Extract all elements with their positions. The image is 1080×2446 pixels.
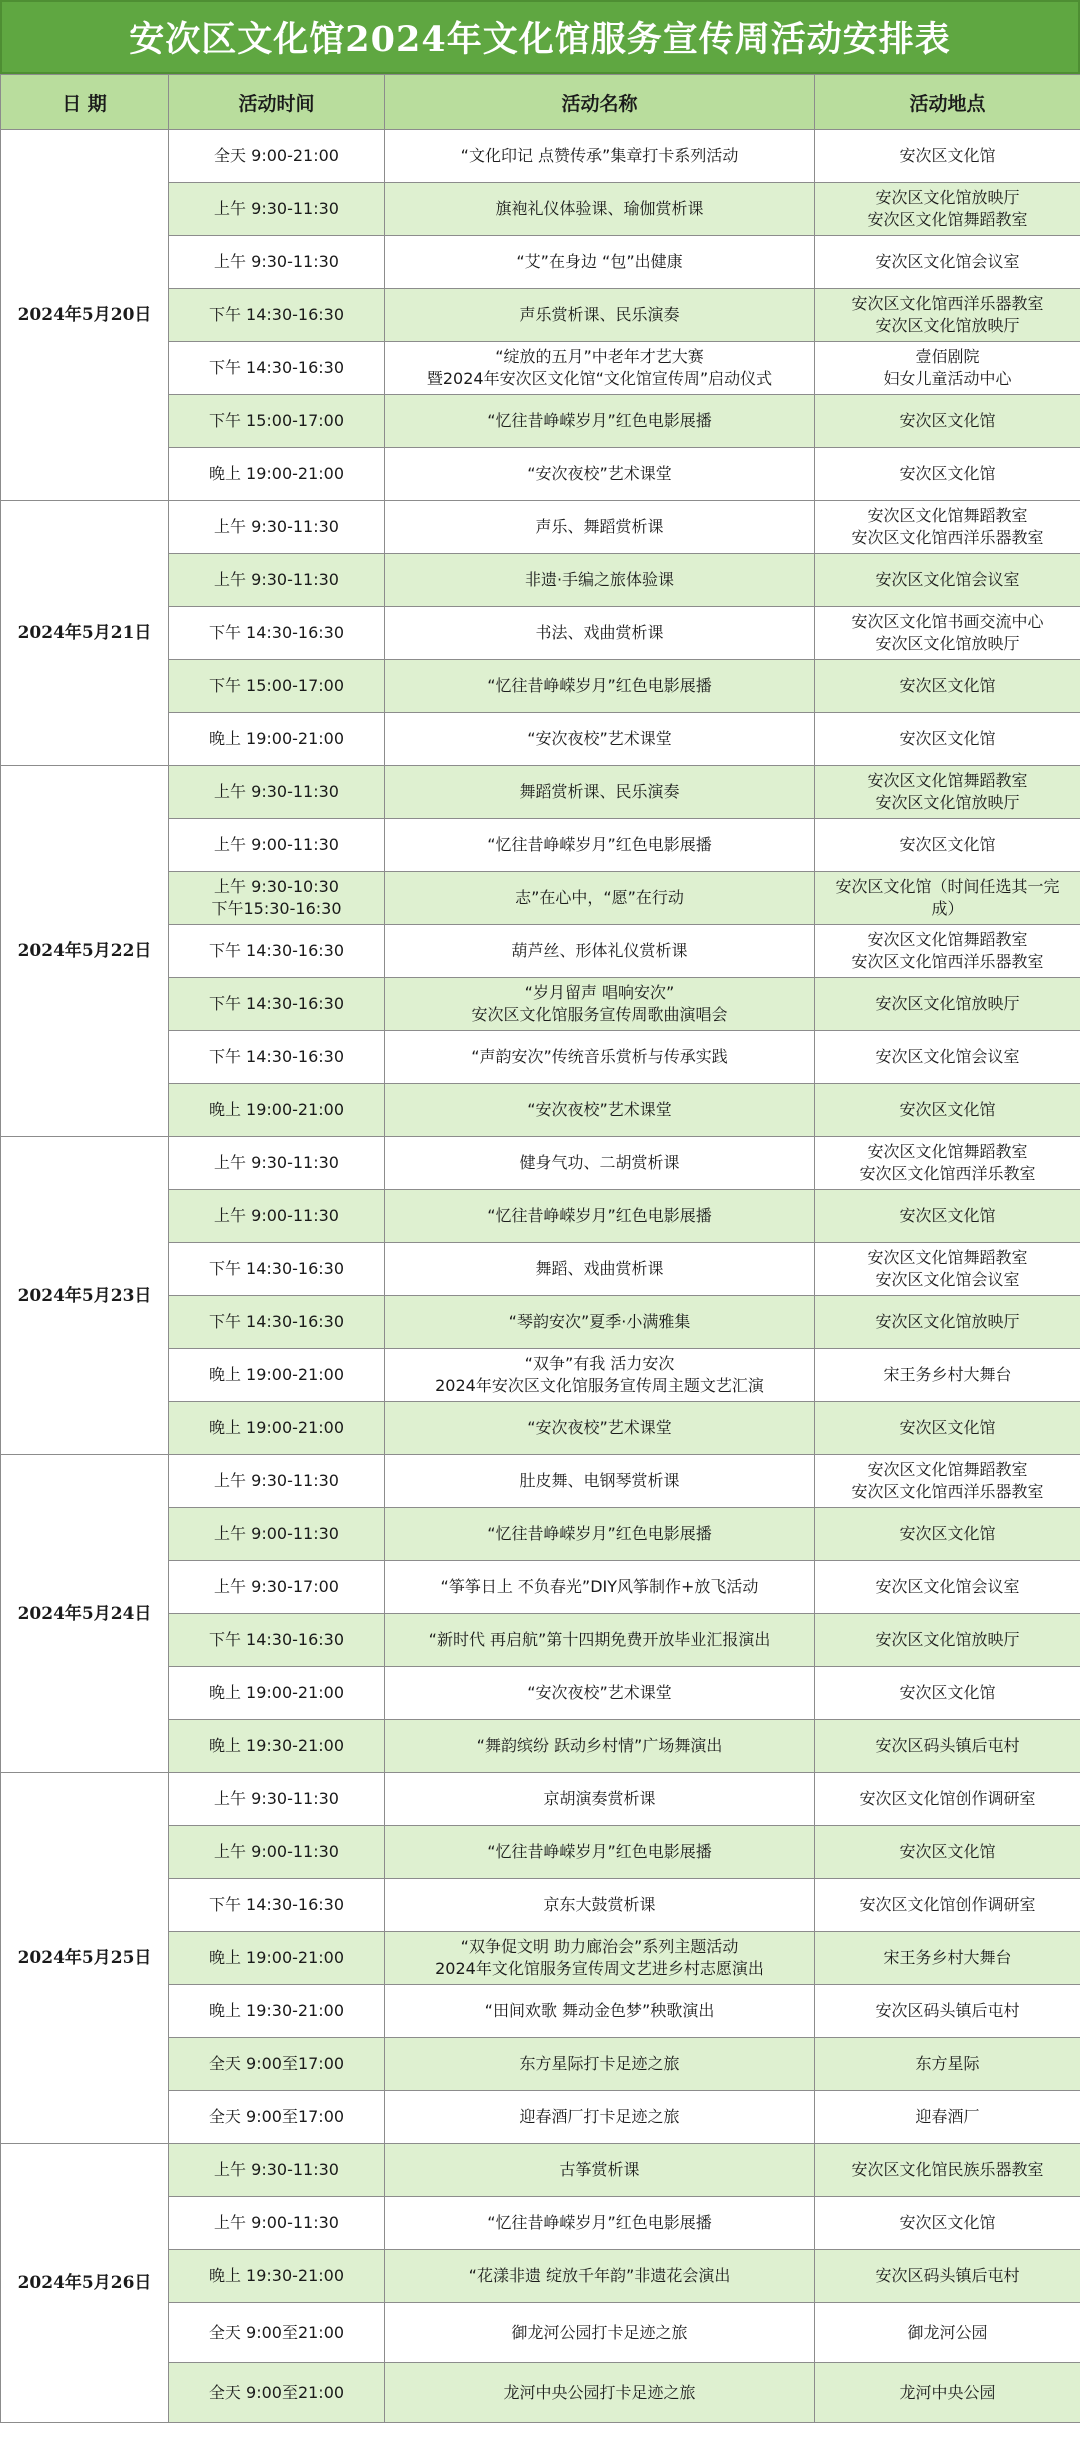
activity-name-cell [385,1879,815,1932]
activity-name-cell [385,2303,815,2363]
activity-name-cell [385,1985,815,2038]
activity-place-cell [815,1561,1080,1614]
activity-name-cell [385,1508,815,1561]
place-line: 安次区文化馆书画交流中心 [851,612,1044,631]
time-line: 上午 9:30-11:30 [214,1471,339,1490]
name-line: 旗袍礼仪体验课、瑜伽赏析课 [495,199,704,218]
activity-time-cell [169,1614,385,1667]
activity-time-cell [169,2038,385,2091]
activity-place-cell [815,448,1080,501]
name-line: 2024年文化馆服务宣传周文艺进乡村志愿演出 [435,1959,764,1978]
place-line: 安次区文化馆（时间任选其一完 [835,877,1060,896]
activity-name-cell [385,2197,815,2250]
place-line: 安次区文化馆会议室 [875,252,1020,271]
activity-time-cell [169,448,385,501]
activity-name-cell [385,1243,815,1296]
activity-time-cell [169,1084,385,1137]
activity-place-cell [815,1402,1080,1455]
time-line: 下午 14:30-16:30 [208,358,345,377]
time-line: 下午 14:30-16:30 [208,941,345,960]
time-line: 上午 9:00-11:30 [214,1524,339,1543]
table-row [1,766,1080,819]
activity-place-cell [815,1137,1080,1190]
activity-place-cell [815,1932,1080,1985]
activity-name-cell [385,1296,815,1349]
name-line: 舞蹈赏析课、民乐演奏 [519,782,680,801]
time-line: 晚上 19:30-21:00 [208,1736,345,1755]
activity-time-cell [169,2250,385,2303]
activity-name-cell [385,236,815,289]
time-line: 下午 14:30-16:30 [208,1312,345,1331]
activity-name-cell [385,1349,815,1402]
activity-name-cell [385,501,815,554]
name-line: 京东大鼓赏析课 [543,1895,656,1914]
name-line: “花漾非遗 绽放千年韵”非遗花会演出 [468,2266,731,2285]
name-line: 肚皮舞、电钢琴赏析课 [519,1471,680,1490]
place-line: 安次区码头镇后屯村 [875,2266,1020,2285]
activity-place-cell [815,2250,1080,2303]
activity-name-cell [385,1084,815,1137]
activity-place-cell [815,1243,1080,1296]
activity-time-cell [169,2091,385,2144]
place-line: 安次区文化馆 [899,1683,996,1702]
place-line: 安次区文化馆 [899,464,996,483]
activity-name-cell [385,1190,815,1243]
header-date: 日 期 [1,75,169,130]
place-line: 安次区文化馆 [899,676,996,695]
activity-time-cell [169,925,385,978]
table-row [1,2144,1080,2197]
time-line: 晚上 19:00-21:00 [208,464,345,483]
activity-name-cell [385,395,815,448]
activity-place-cell [815,660,1080,713]
activity-place-cell [815,554,1080,607]
place-line: 安次区文化馆民族乐器教室 [851,2160,1044,2179]
activity-time-cell [169,766,385,819]
activity-place-cell [815,766,1080,819]
name-line: “忆往昔峥嵘岁月”红色电影展播 [487,2213,712,2232]
activity-time-cell [169,501,385,554]
activity-time-cell [169,1031,385,1084]
activity-name-cell [385,1137,815,1190]
activity-name-cell [385,130,815,183]
time-line: 全天 9:00至21:00 [208,2382,345,2402]
activity-name-cell [385,2363,815,2423]
time-line: 上午 9:30-11:30 [214,570,339,589]
activity-time-cell [169,289,385,342]
table-header-row [1,75,1080,130]
name-line: 京胡演奏赏析课 [543,1789,656,1808]
table-row [1,130,1080,183]
activity-place-cell [815,713,1080,766]
activity-time-cell [169,978,385,1031]
activity-time-cell [169,1826,385,1879]
time-line: 上午 9:00-11:30 [214,835,339,854]
time-line: 上午 9:30-17:00 [214,1577,339,1596]
place-line: 安次区文化馆西洋乐器教室 [851,1482,1044,1501]
time-line: 下午 14:30-16:30 [208,1630,345,1649]
place-line: 安次区文化馆 [899,2213,996,2232]
name-line: “忆往昔峥嵘岁月”红色电影展播 [487,1524,712,1543]
activity-name-cell [385,289,815,342]
activity-name-cell [385,2038,815,2091]
date-cell: 2024年5月22日 [1,766,169,1137]
place-line: 安次区文化馆放映厅 [875,793,1020,812]
activity-place-cell [815,1349,1080,1402]
time-line: 晚上 19:00-21:00 [208,1948,345,1967]
activity-place-cell [815,1296,1080,1349]
activity-time-cell [169,2303,385,2363]
place-line: 安次区文化馆舞蹈教室 [867,1142,1028,1161]
time-line: 晚上 19:00-21:00 [208,1100,345,1119]
activity-name-cell [385,660,815,713]
name-line: 葫芦丝、形体礼仪赏析课 [511,941,688,960]
time-line: 上午 9:30-11:30 [214,782,339,801]
time-line: 下午 14:30-16:30 [208,994,345,1013]
place-line: 安次区文化馆舞蹈教室 [867,210,1028,229]
activity-time-cell [169,1243,385,1296]
name-line: 龙河中央公园打卡足迹之旅 [503,2382,696,2402]
name-line: “忆往昔峥嵘岁月”红色电影展播 [487,1842,712,1861]
name-line: 御龙河公园打卡足迹之旅 [511,2322,688,2342]
activity-place-cell [815,342,1080,395]
place-line: 安次区文化馆 [899,1418,996,1437]
activity-time-cell [169,2144,385,2197]
activity-time-cell [169,1508,385,1561]
time-line: 下午 15:00-17:00 [208,676,345,695]
place-line: 安次区文化馆 [899,729,996,748]
activity-name-cell [385,1826,815,1879]
time-line: 上午 9:00-11:30 [214,1842,339,1861]
date-cell: 2024年5月26日 [1,2144,169,2423]
activity-time-cell [169,395,385,448]
activity-time-cell [169,1190,385,1243]
place-line: 安次区文化馆 [899,835,996,854]
place-line: 安次区文化馆放映厅 [875,1630,1020,1649]
activity-name-cell [385,448,815,501]
activity-place-cell [815,289,1080,342]
activity-time-cell [169,2197,385,2250]
place-line: 东方星际 [915,2054,980,2073]
activity-time-cell [169,1667,385,1720]
name-line: “艾”在身边 “包”出健康 [516,252,683,271]
activity-place-cell [815,395,1080,448]
activity-place-cell [815,1720,1080,1773]
place-line: 安次区文化馆会议室 [875,1270,1020,1289]
date-cell: 2024年5月24日 [1,1455,169,1773]
name-line: “安次夜校”艺术课堂 [527,464,672,483]
name-line: 安次区文化馆服务宣传周歌曲演唱会 [471,1005,728,1024]
activity-name-cell [385,1614,815,1667]
name-line: “安次夜校”艺术课堂 [527,1683,672,1702]
place-line: 安次区文化馆 [899,1100,996,1119]
name-line: “安次夜校”艺术课堂 [527,1418,672,1437]
activity-place-cell [815,2197,1080,2250]
activity-time-cell [169,607,385,660]
header-time: 活动时间 [169,75,385,130]
place-line: 安次区文化馆放映厅 [875,188,1020,207]
time-line: 全天 9:00-21:00 [214,146,339,165]
activity-time-cell [169,1455,385,1508]
time-line: 下午 15:00-17:00 [208,411,345,430]
activity-time-cell [169,2363,385,2423]
activity-place-cell [815,2144,1080,2197]
activity-name-cell [385,1667,815,1720]
activity-place-cell [815,1508,1080,1561]
name-line: 舞蹈、戏曲赏析课 [535,1259,664,1278]
activity-time-cell [169,1137,385,1190]
table-row [1,501,1080,554]
name-line: “琴韵安次”夏季·小满雅集 [508,1312,691,1331]
place-line: 安次区文化馆舞蹈教室 [867,1248,1028,1267]
time-line: 下午 14:30-16:30 [208,623,345,642]
name-line: “安次夜校”艺术课堂 [527,1100,672,1119]
activity-name-cell [385,342,815,395]
name-line: “安次夜校”艺术课堂 [527,729,672,748]
place-line: 宋王务乡村大舞台 [883,1365,1012,1384]
activity-name-cell [385,554,815,607]
activity-place-cell [815,2303,1080,2363]
name-line: 非遗·手编之旅体验课 [524,570,675,589]
activity-name-cell [385,819,815,872]
place-line: 安次区文化馆放映厅 [875,1312,1020,1331]
place-line: 龙河中央公园 [899,2382,996,2402]
header-name: 活动名称 [385,75,815,130]
date-cell: 2024年5月25日 [1,1773,169,2144]
schedule-table [0,74,1080,2423]
activity-place-cell [815,1084,1080,1137]
activity-place-cell [815,1614,1080,1667]
activity-place-cell [815,1773,1080,1826]
time-line: 晚上 19:00-21:00 [208,1365,345,1384]
time-line: 下午15:30-16:30 [211,899,342,918]
name-line: “声韵安次”传统音乐赏析与传承实践 [471,1047,728,1066]
name-line: “忆往昔峥嵘岁月”红色电影展播 [487,835,712,854]
place-line: 安次区文化馆 [899,1206,996,1225]
activity-name-cell [385,1932,815,1985]
time-line: 晚上 19:30-21:00 [208,2266,345,2285]
name-line: “忆往昔峥嵘岁月”红色电影展播 [487,1206,712,1225]
activity-name-cell [385,1402,815,1455]
page-title: 安次区文化馆2024年文化馆服务宣传周活动安排表 [0,0,1080,74]
place-line: 安次区文化馆西洋乐器教室 [851,528,1044,547]
place-line: 御龙河公园 [907,2322,988,2342]
time-line: 晚上 19:00-21:00 [208,729,345,748]
activity-place-cell [815,607,1080,660]
name-line: 迎春酒厂打卡足迹之旅 [519,2107,680,2126]
place-line: 安次区文化馆 [899,1842,996,1861]
name-line: 古筝赏析课 [559,2160,640,2179]
time-line: 上午 9:30-11:30 [214,2160,339,2179]
place-line: 安次区文化馆放映厅 [875,316,1020,335]
activity-place-cell [815,872,1080,925]
activity-place-cell [815,1667,1080,1720]
activity-place-cell [815,2363,1080,2423]
time-line: 上午 9:00-11:30 [214,1206,339,1225]
place-line: 安次区文化馆 [899,146,996,165]
time-line: 下午 14:30-16:30 [208,1895,345,1914]
table-row [1,1455,1080,1508]
place-line: 迎春酒厂 [915,2107,980,2126]
activity-place-cell [815,183,1080,236]
time-line: 全天 9:00至21:00 [208,2322,345,2342]
place-line: 安次区文化馆放映厅 [875,994,1020,1013]
table-row [1,1137,1080,1190]
activity-time-cell [169,183,385,236]
header-place: 活动地点 [815,75,1080,130]
activity-name-cell [385,2091,815,2144]
activity-time-cell [169,236,385,289]
name-line: “双争”有我 活力安次 [524,1354,675,1373]
activity-time-cell [169,1720,385,1773]
activity-name-cell [385,1031,815,1084]
name-line: “田间欢歌 舞动金色梦”秧歌演出 [484,2001,715,2020]
time-line: 全天 9:00至17:00 [208,2107,345,2126]
time-line: 上午 9:30-11:30 [214,1153,339,1172]
activity-place-cell [815,1455,1080,1508]
activity-place-cell [815,501,1080,554]
activity-name-cell [385,1561,815,1614]
time-line: 下午 14:30-16:30 [208,1259,345,1278]
activity-place-cell [815,1826,1080,1879]
time-line: 下午 14:30-16:30 [208,1047,345,1066]
name-line: “忆往昔峥嵘岁月”红色电影展播 [487,676,712,695]
place-line: 安次区文化馆舞蹈教室 [867,771,1028,790]
time-line: 晚上 19:00-21:00 [208,1683,345,1702]
activity-name-cell [385,183,815,236]
activity-name-cell [385,2250,815,2303]
place-line: 安次区文化馆创作调研室 [859,1789,1036,1808]
time-line: 上午 9:30-11:30 [214,199,339,218]
activity-name-cell [385,607,815,660]
activity-place-cell [815,1985,1080,2038]
activity-place-cell [815,1031,1080,1084]
name-line: “绽放的五月”中老年才艺大赛 [495,347,704,366]
name-line: “筝筝日上 不负春光”DIY风筝制作+放飞活动 [440,1577,759,1596]
name-line: 暨2024年安次区文化馆“文化馆宣传周”启动仪式 [426,369,773,388]
place-line: 安次区文化馆创作调研室 [859,1895,1036,1914]
place-line: 安次区文化馆舞蹈教室 [867,930,1028,949]
place-line: 安次区文化馆会议室 [875,570,1020,589]
activity-time-cell [169,713,385,766]
place-line: 安次区文化馆舞蹈教室 [867,1460,1028,1479]
place-line: 成） [931,899,964,918]
place-line: 妇女儿童活动中心 [883,369,1012,388]
time-line: 上午 9:30-11:30 [214,1789,339,1808]
time-line: 上午 9:30-10:30 [214,877,339,896]
activity-time-cell [169,130,385,183]
place-line: 安次区文化馆 [899,411,996,430]
place-line: 安次区文化馆西洋乐教室 [859,1164,1036,1183]
place-line: 壹佰剧院 [915,347,980,366]
activity-time-cell [169,1402,385,1455]
activity-name-cell [385,713,815,766]
name-line: 书法、戏曲赏析课 [535,623,664,642]
activity-name-cell [385,978,815,1031]
activity-place-cell [815,925,1080,978]
name-line: 声乐、舞蹈赏析课 [535,517,664,536]
activity-time-cell [169,872,385,925]
name-line: “忆往昔峥嵘岁月”红色电影展播 [487,411,712,430]
place-line: 安次区文化馆西洋乐器教室 [851,294,1044,313]
date-cell: 2024年5月21日 [1,501,169,766]
name-line: “舞韵缤纷 跃动乡村情”广场舞演出 [476,1736,723,1755]
activity-place-cell [815,2091,1080,2144]
activity-name-cell [385,766,815,819]
activity-place-cell [815,2038,1080,2091]
schedule-body [1,130,1080,2423]
time-line: 晚上 19:00-21:00 [208,1418,345,1437]
name-line: “双争促文明 助力廊治会”系列主题活动 [460,1937,739,1956]
name-line: 东方星际打卡足迹之旅 [519,2054,680,2073]
activity-time-cell [169,1879,385,1932]
time-line: 上午 9:30-11:30 [214,517,339,536]
place-line: 安次区文化馆会议室 [875,1577,1020,1596]
place-line: 宋王务乡村大舞台 [883,1948,1012,1967]
activity-time-cell [169,1773,385,1826]
place-line: 安次区码头镇后屯村 [875,2001,1020,2020]
place-line: 安次区文化馆 [899,1524,996,1543]
activity-time-cell [169,819,385,872]
activity-name-cell [385,1773,815,1826]
name-line: 2024年安次区文化馆服务宣传周主题文艺汇演 [435,1376,764,1395]
name-line: 志”在心中，“愿”在行动 [515,888,684,907]
activity-time-cell [169,1561,385,1614]
table-row [1,1773,1080,1826]
name-line: 健身气功、二胡赏析课 [519,1153,680,1172]
activity-place-cell [815,819,1080,872]
activity-place-cell [815,236,1080,289]
activity-time-cell [169,342,385,395]
activity-time-cell [169,660,385,713]
activity-place-cell [815,1879,1080,1932]
activity-time-cell [169,554,385,607]
date-cell: 2024年5月23日 [1,1137,169,1455]
activity-time-cell [169,1985,385,2038]
time-line: 晚上 19:30-21:00 [208,2001,345,2020]
place-line: 安次区文化馆舞蹈教室 [867,506,1028,525]
activity-name-cell [385,872,815,925]
activity-time-cell [169,1349,385,1402]
place-line: 安次区码头镇后屯村 [875,1736,1020,1755]
place-line: 安次区文化馆会议室 [875,1047,1020,1066]
activity-time-cell [169,1932,385,1985]
name-line: 声乐赏析课、民乐演奏 [519,305,680,324]
place-line: 安次区文化馆放映厅 [875,634,1020,653]
name-line: “新时代 再启航”第十四期免费开放毕业汇报演出 [428,1630,771,1649]
activity-place-cell [815,978,1080,1031]
name-line: “文化印记 点赞传承”集章打卡系列活动 [460,146,739,165]
date-cell: 2024年5月20日 [1,130,169,501]
time-line: 全天 9:00至17:00 [208,2054,345,2073]
activity-name-cell [385,2144,815,2197]
activity-time-cell [169,1296,385,1349]
activity-name-cell [385,1720,815,1773]
place-line: 安次区文化馆西洋乐器教室 [851,952,1044,971]
time-line: 下午 14:30-16:30 [208,305,345,324]
name-line: “岁月留声 唱响安次” [524,983,675,1002]
activity-name-cell [385,925,815,978]
time-line: 上午 9:00-11:30 [214,2213,339,2232]
activity-place-cell [815,1190,1080,1243]
time-line: 上午 9:30-11:30 [214,252,339,271]
activity-name-cell [385,1455,815,1508]
activity-place-cell [815,130,1080,183]
